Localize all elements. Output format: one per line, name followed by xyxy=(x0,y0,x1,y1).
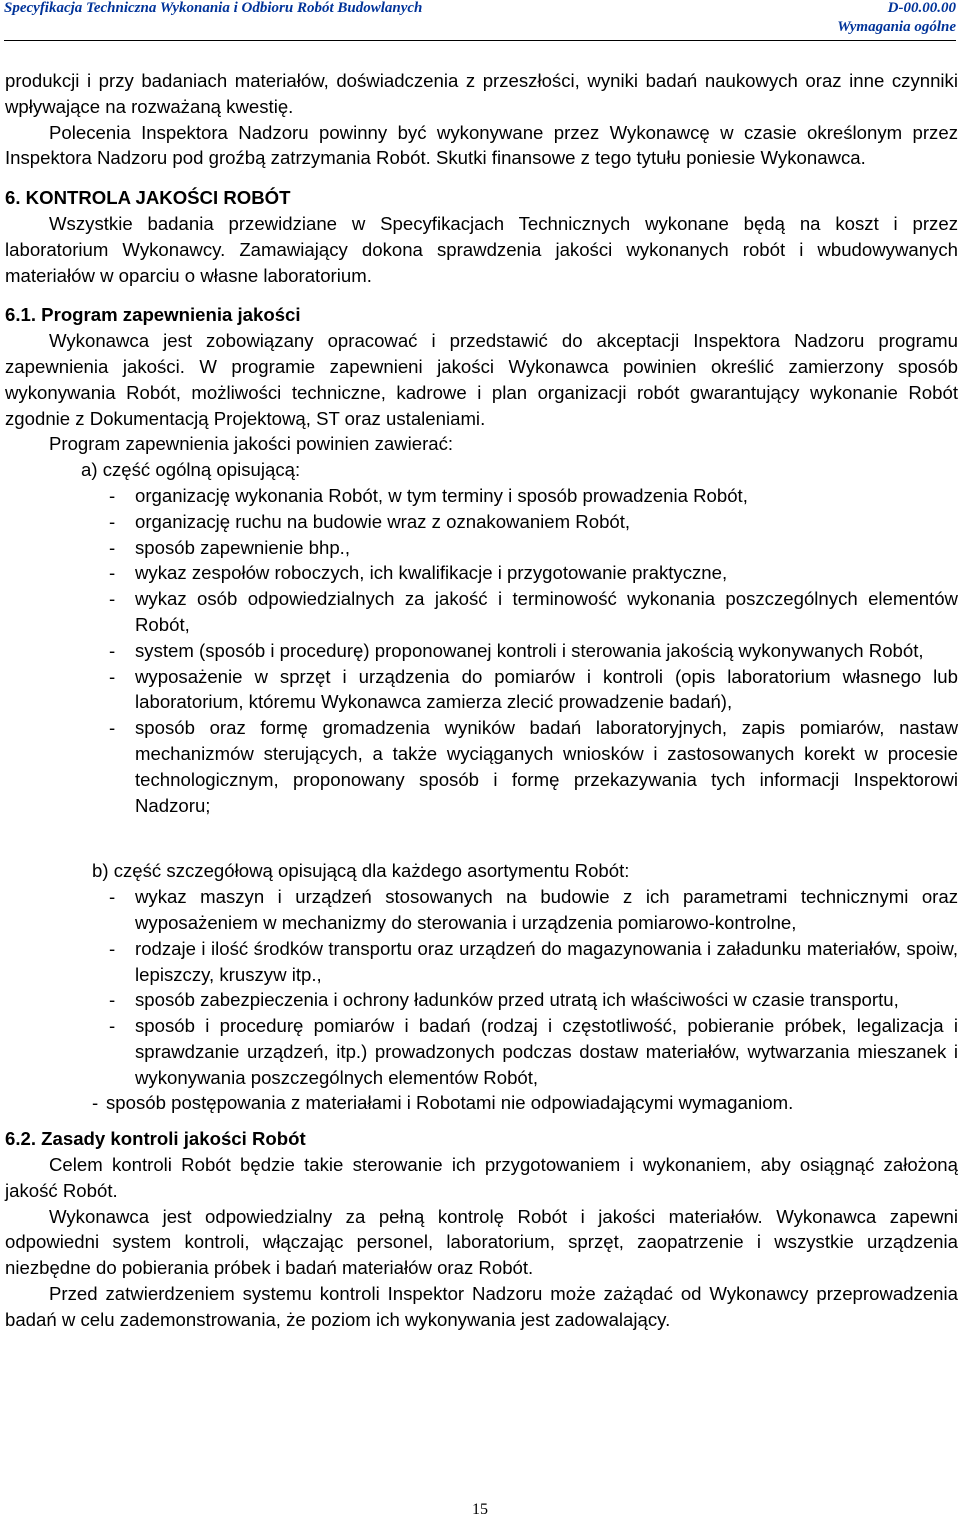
list-item: - sposób oraz formę gromadzenia wyników badań laboratoryjnych, zapis pomiarów, nastaw mechanizmów sterujących, a także wyciąganych wniosków i zastosowanych korekt w procesie technologicznym, proponowany sposób i formę przekazywania tych informacji Inspektorowi Nadzoru; xyxy=(135,715,958,818)
page-header xyxy=(4,0,956,41)
part-b-list xyxy=(5,884,958,1090)
page-number: 15 xyxy=(472,1501,488,1518)
section-6-1-text: Wykonawca jest zobowiązany opracować i przedstawić do akceptacji Inspektora Nadzoru programu zapewnienia jakości. W programie zapewnieni jakości Wykonawca powinien określić zamierzony sposób wykonywania Robót, możliwości techniczne, kadrowe i plan organizacji robót gwarantujący wykonanie Robót zgodnie z Dokumentacją Projektową, ST oraz ustaleniami. xyxy=(5,330,958,429)
section-6-2-paragraph-2: Wykonawca jest odpowiedzialny za pełną kontrolę Robót i jakości materiałów. Wykonawca zapewni odpowiedni system kontroli, włączając personel, laboratorium, sprzęt, zaopatrzenie i wszystkie urządzenia niezbędne do pobierania próbek i badań materiałów oraz Robót. xyxy=(5,1205,958,1279)
list-item: - organizację ruchu na budowie wraz z oznakowaniem Robót, xyxy=(135,509,958,535)
document-body xyxy=(5,68,958,1333)
list-item: - sposób zapewnienie bhp., xyxy=(135,535,958,561)
header-code: D-00.00.00 xyxy=(887,0,956,16)
intro-paragraph-1: produkcji i przy badaniach materiałów, doświadczenia z przeszłości, wyniki badań naukowych oraz inne czynniki wpływające na rozważaną kwestię. xyxy=(5,70,958,117)
part-b-label: b) część szczegółową opisującą dla każdego asortymentu Robót: xyxy=(92,860,630,882)
section-6-2-paragraph-3: Przed zatwierdzeniem systemu kontroli Inspektor Nadzoru może zażądać od Wykonawcy przeprowadzenia badań w celu zademonstrowania, że poziom ich wykonywania jest zadowalający. xyxy=(5,1283,958,1330)
list-item: - rodzaje i ilość środków transportu oraz urządzeń do magazynowania i załadunku materiałów, spoiw, lepiszczy, kruszyw itp., xyxy=(135,936,958,988)
list-item: - system (sposób i procedurę) proponowanej kontroli i sterowania jakością wykonywanych Robót, xyxy=(135,638,958,664)
section-6-2-paragraph-1: Celem kontroli Robót będzie takie sterowanie ich przygotowaniem i wykonaniem, aby osiągnąć założoną jakość Robót. xyxy=(5,1154,958,1201)
part-a-list xyxy=(5,483,958,818)
program-intro: Program zapewnienia jakości powinien zawierać: xyxy=(49,433,454,455)
part-b-last-item xyxy=(5,1090,958,1116)
list-item: - sposób i procedurę pomiarów i badań (rodzaj i częstotliwość, pobieranie próbek, legalizacja i sprawdzanie urządzeń, itp.) prowadzonych podczas dostaw materiałów, wytwarzania mieszanek i wykonywania poszczególnych elementów Robót, xyxy=(135,1013,958,1090)
section-6-heading: 6. KONTROLA JAKOŚCI ROBÓT xyxy=(5,187,291,209)
section-6-text: Wszystkie badania przewidziane w Specyfikacjach Technicznych wykonane będą na koszt i przez laboratorium Wykonawcy. Zamawiający dokona sprawdzenia jakości wykonanych robót i wbudowywanych materiałów w oparciu o własne laboratorium. xyxy=(5,212,958,286)
list-item: - wyposażenie w sprzęt i urządzenia do pomiarów i kontroli (opis laboratorium własnego lub laboratorium, któremu Wykonawca zamierza zlecić prowadzenie badań), xyxy=(135,664,958,716)
list-item: - wykaz maszyn i urządzeń stosowanych na budowie z ich parametrami technicznymi oraz wyposażeniem w mechanizmy do sterowania i urządzenia pomiarowo-kontrolne, xyxy=(135,884,958,936)
header-title: Specyfikacja Techniczna Wykonania i Odbioru Robót Budowlanych xyxy=(4,0,423,16)
list-item: - sposób zabezpieczenia i ochrony ładunków przed utratą ich właściwości w czasie transportu, xyxy=(135,987,958,1013)
list-item: - organizację wykonania Robót, w tym terminy i sposób prowadzenia Robót, xyxy=(135,483,958,509)
intro-paragraph-2: Polecenia Inspektora Nadzoru powinny być wykonywane przez Wykonawcę w czasie określonym przez Inspektora Nadzoru pod groźbą zatrzymania Robót. Skutki finansowe z tego tytułu poniesie Wykonawca. xyxy=(5,121,958,169)
section-6-2-heading: 6.2. Zasady kontroli jakości Robót xyxy=(5,1128,306,1150)
part-a-label: a) część ogólną opisującą: xyxy=(81,459,301,481)
header-subtitle: Wymagania ogólne xyxy=(837,19,956,35)
list-item: - wykaz osób odpowiedzialnych za jakość i terminowość wykonania poszczególnych elementów Robót, xyxy=(135,586,958,638)
list-item: - wykaz zespołów roboczych, ich kwalifikacje i przygotowanie praktyczne, xyxy=(135,560,958,586)
section-6-1-heading: 6.1. Program zapewnienia jakości xyxy=(5,304,301,326)
part-b-last-text: sposób postępowania z materiałami i Robotami nie odpowiadającymi wymaganiom. xyxy=(106,1092,794,1114)
